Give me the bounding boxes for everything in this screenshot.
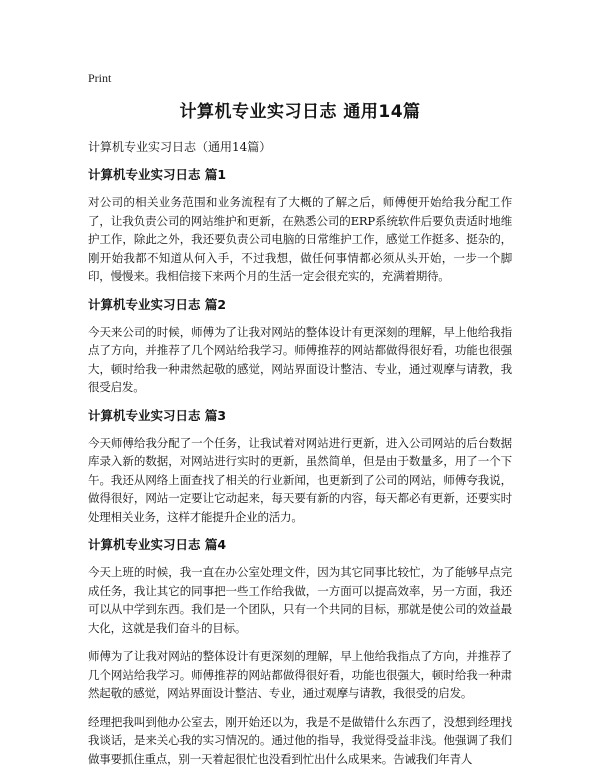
- section-paragraph: 经理把我叫到他办公室去，刚开始还以为，我是不是做错什么东西了，没想到经理找我谈话，是来关心我的实习情况的。通过他的指导，我觉得受益非浅。他强调了我们做事要抓住重点，别一天着起很忙也没看到忙出什么成果来。告诫我们年青人: [88, 714, 512, 766]
- section-paragraph: 对公司的相关业务范围和业务流程有了大概的了解之后，师傅便开始给我分配工作了，让我负责公司的网站维护和更新，在熟悉公司的ERP系统软件后要负责适时地维护工作，除此之外，我还要负责公司电脑的日常维护工作，感觉工作挺多、挺杂的，刚开始我都不知道从何入手，不过我想，做任何事情都必须从头开始，一步一个脚印，慢慢来。我相信接下来两个月的生活一定会很充实的，充满着期待。: [88, 195, 512, 283]
- section-1: [88, 166, 512, 286]
- section-paragraph: 今天来公司的时候，师傅为了让我对网站的整体设计有更深刻的理解，早上他给我指点了方向，并推荐了几个网站给我学习。师傅推荐的网站都做得很好看，功能也很强大，顿时给我一种肃然起敬的感觉，网站界面设计整洁、专业，通过观摩与请教，我很受启发。: [88, 324, 512, 394]
- document-subtitle: 计算机专业实习日志（通用14篇）: [88, 140, 272, 154]
- document-title: 计算机专业实习日志 通用14篇: [179, 102, 421, 122]
- section-paragraph: 今天上班的时候，我一直在办公室处理文件，因为其它同事比较忙，为了能够早点完成任务，我让其它的同事把一些工作给我做，一方面可以提高效率，另一方面，我还可以从中学到东西。我们是一个团队，只有一个共同的目标，那就是使公司的效益最大化，这就是我们奋斗的目标。: [88, 565, 512, 635]
- section-heading: 计算机专业实习日志 篇2: [88, 296, 227, 312]
- section-4: [88, 536, 512, 768]
- print-label[interactable]: Print: [88, 71, 112, 85]
- section-2: [88, 296, 512, 397]
- section-heading: 计算机专业实习日志 篇1: [88, 167, 227, 182]
- section-heading: 计算机专业实习日志 篇4: [88, 537, 227, 552]
- section-paragraph: 师傅为了让我对网站的整体设计有更深刻的理解，早上他给我指点了方向，并推荐了几个网站给我学习。师傅推荐的网站都做得很好看，功能也很强大，顿时给我一种肃然起敬的感觉，网站界面设计整洁、专业，通过观摩与请教，我很受的启发。: [88, 649, 512, 700]
- section-3: [88, 407, 512, 527]
- section-heading: 计算机专业实习日志 篇3: [88, 407, 227, 423]
- section-paragraph: 今天师傅给我分配了一个任务，让我试着对网站进行更新，进入公司网站的后台数据库录入新的数据，对网站进行实时的更新，虽然简单，但是由于数量多，用了一个下午。我还从网络上面查找了相关的行业新闻，也更新到了公司的网站，师傅夸我说，做得很好，网站一定要让它动起来，每天要有新的内容，每天都必有更新，还要实时处理相关业务，这样才能提升企业的活力。: [88, 435, 512, 524]
